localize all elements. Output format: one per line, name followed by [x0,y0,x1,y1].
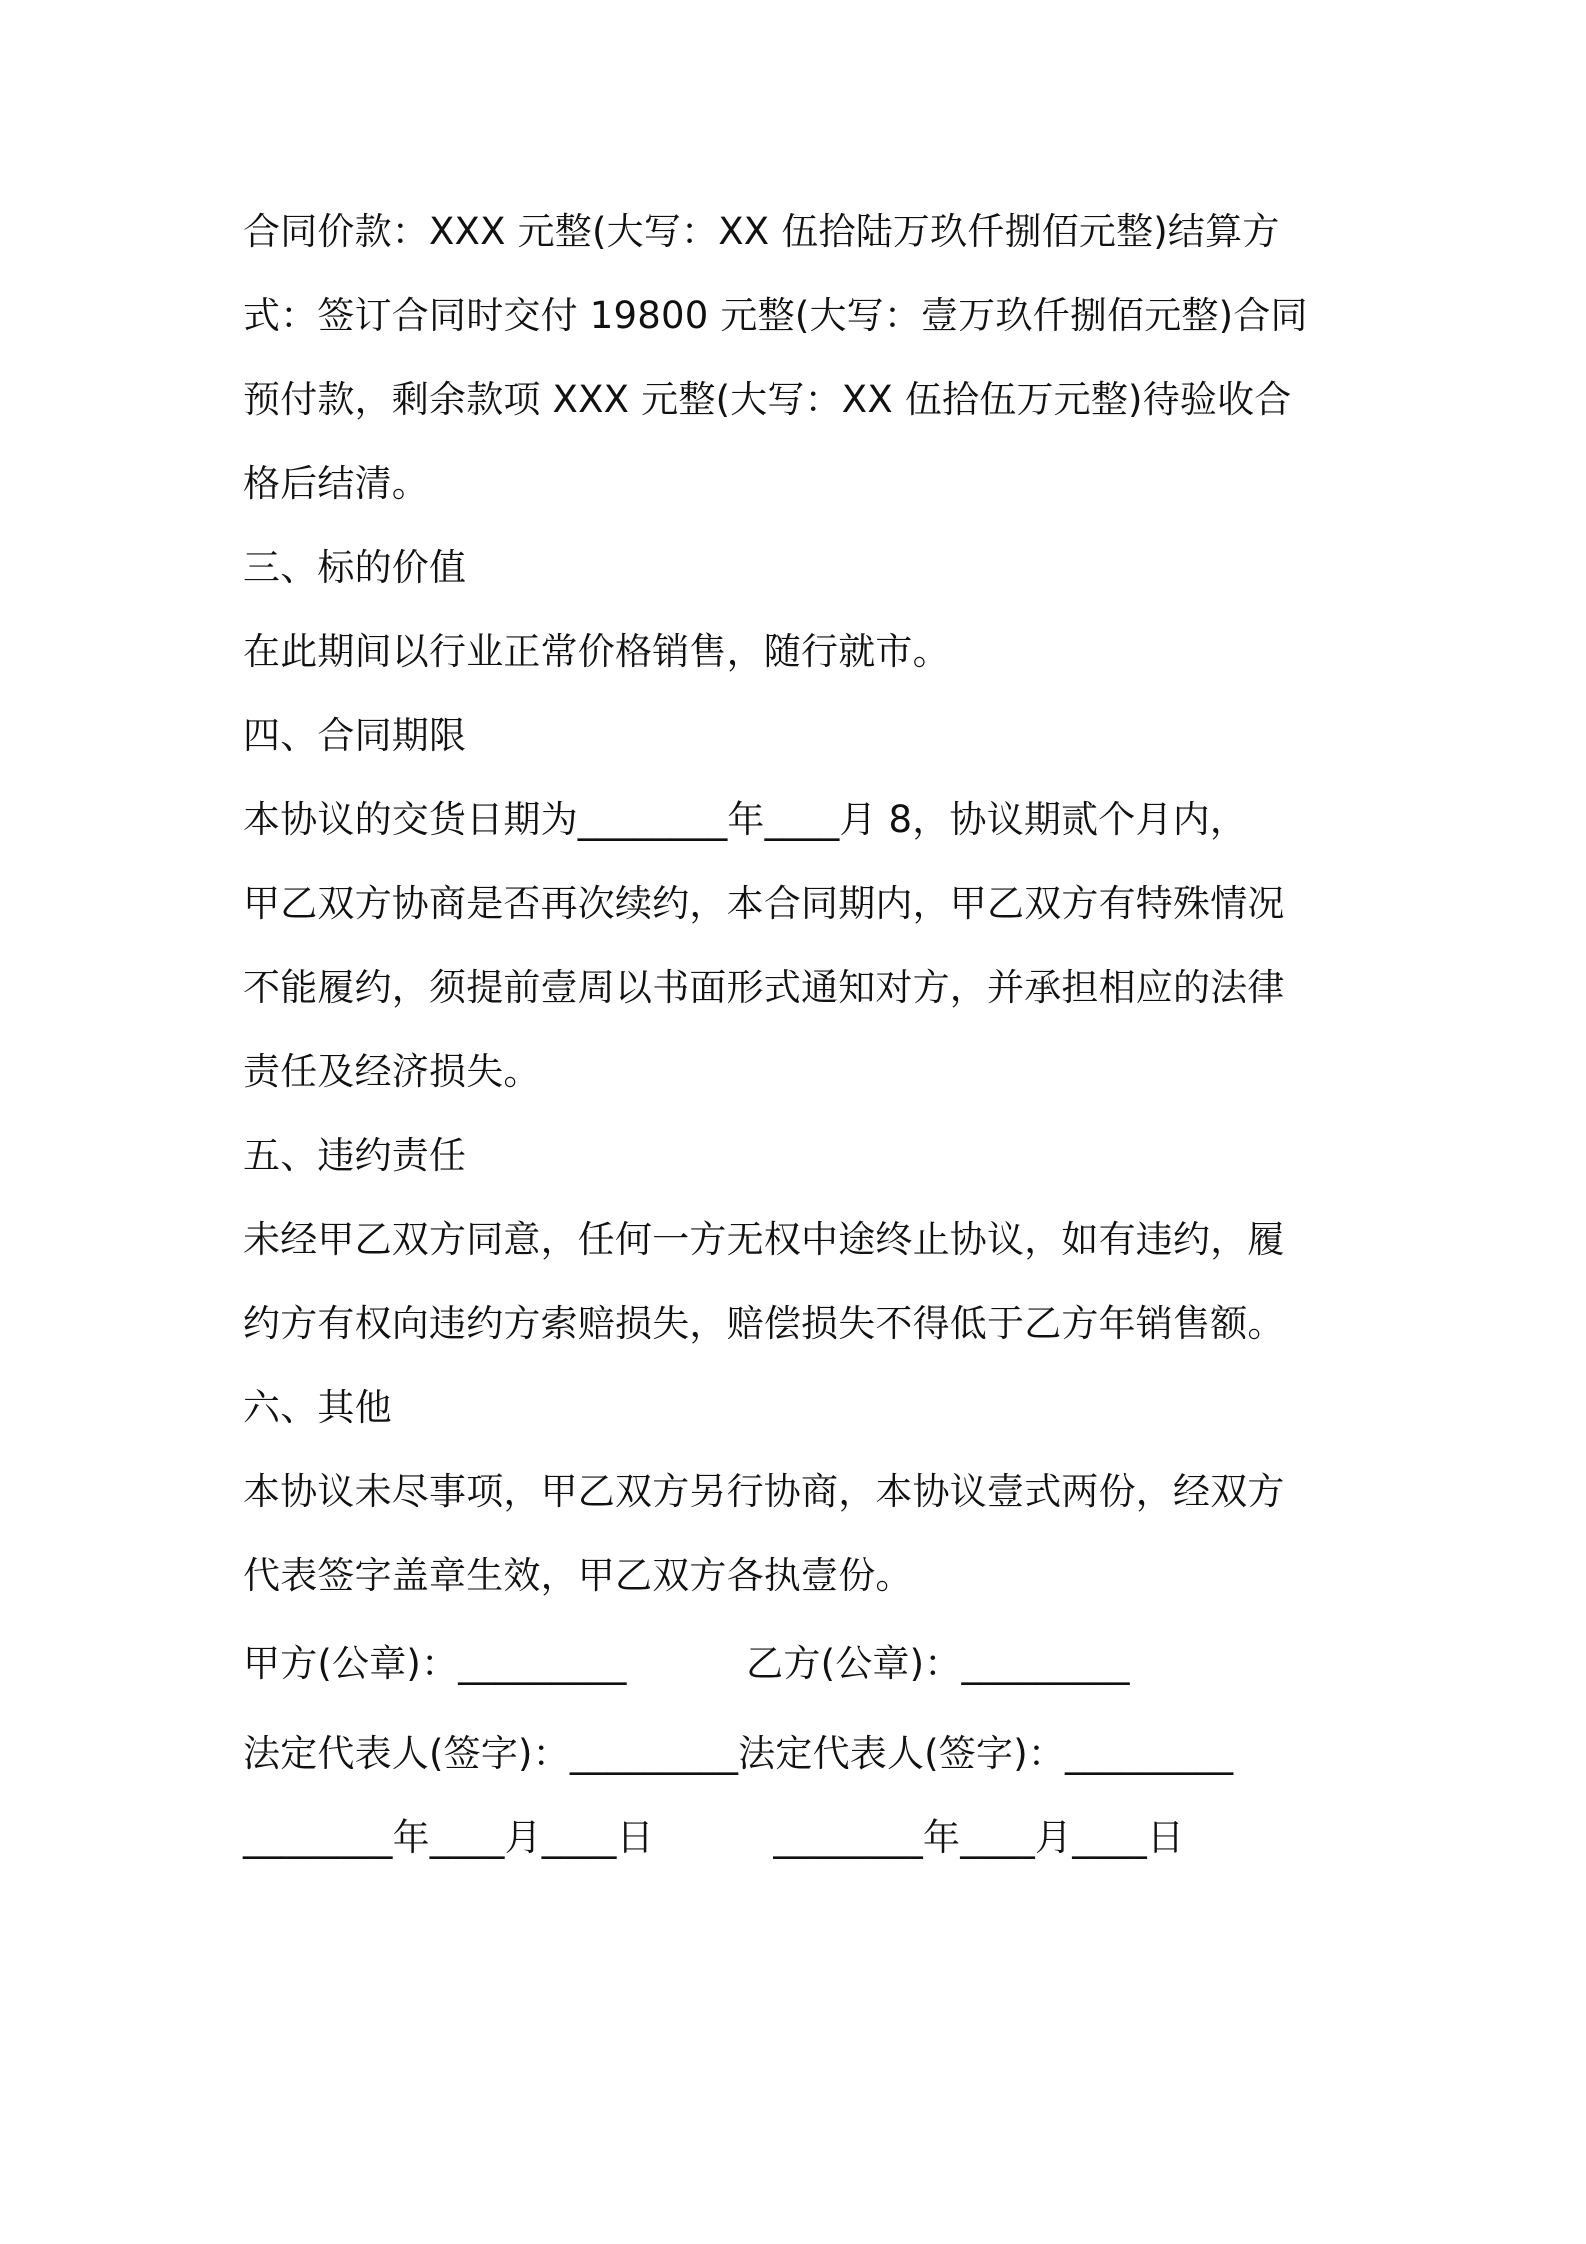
section-heading-other: 六、其他 [243,1386,392,1429]
paragraph-line: 本协议未尽事项，甲乙双方另行协商，本协议壹式两份，经双方 [243,1470,1285,1513]
contract-body [243,190,1358,1880]
paragraph-line: 格后结清。 [243,462,429,505]
section-heading-subject-value: 三、标的价值 [243,546,467,589]
date-row: ________年____月____日 ________年____月____日 [243,1816,1185,1859]
paragraph-line: 在此期间以行业正常价格销售，随行就市。 [243,630,950,673]
paragraph-line: 甲乙双方协商是否再次续约，本合同期内，甲乙双方有特殊情况 [243,882,1285,925]
subject-value-paragraph [243,610,1358,694]
paragraph-line: 责任及经济损失。 [243,1050,541,1093]
breach-liability-paragraph [243,1198,1358,1366]
contract-term-paragraph [243,778,1358,1114]
legal-representative-row: 法定代表人(签字)：_________法定代表人(签字)：_________ [243,1732,1234,1775]
paragraph-line: 式：签订合同时交付 19800 元整(大写：壹万玖仟捌佰元整)合同 [243,294,1308,337]
paragraph-line: 代表签字盖章生效，甲乙双方各执壹份。 [243,1554,913,1597]
section-heading-breach-liability: 五、违约责任 [243,1134,467,1177]
section-heading-contract-term: 四、合同期限 [243,714,467,757]
seal-row: 甲方(公章)：_________ 乙方(公章)：_________ [243,1642,1130,1685]
paragraph-line: 约方有权向违约方索赔损失，赔偿损失不得低于乙方年销售额。 [243,1302,1285,1345]
paragraph-line: 预付款，剩余款项 XXX 元整(大写：XX 伍拾伍万元整)待验收合 [243,378,1292,421]
signature-block [243,1622,1358,1880]
other-paragraph [243,1450,1358,1618]
paragraph-line: 不能履约，须提前壹周以书面形式通知对方，并承担相应的法律 [243,966,1285,1009]
paragraph-line: 合同价款：XXX 元整(大写：XX 伍拾陆万玖仟捌佰元整)结算方 [243,210,1280,253]
payment-paragraph [243,190,1358,526]
paragraph-line: 未经甲乙双方同意，任何一方无权中途终止协议，如有违约，履 [243,1218,1285,1261]
paragraph-line: 本协议的交货日期为________年____月 8，协议期贰个月内， [243,798,1248,841]
